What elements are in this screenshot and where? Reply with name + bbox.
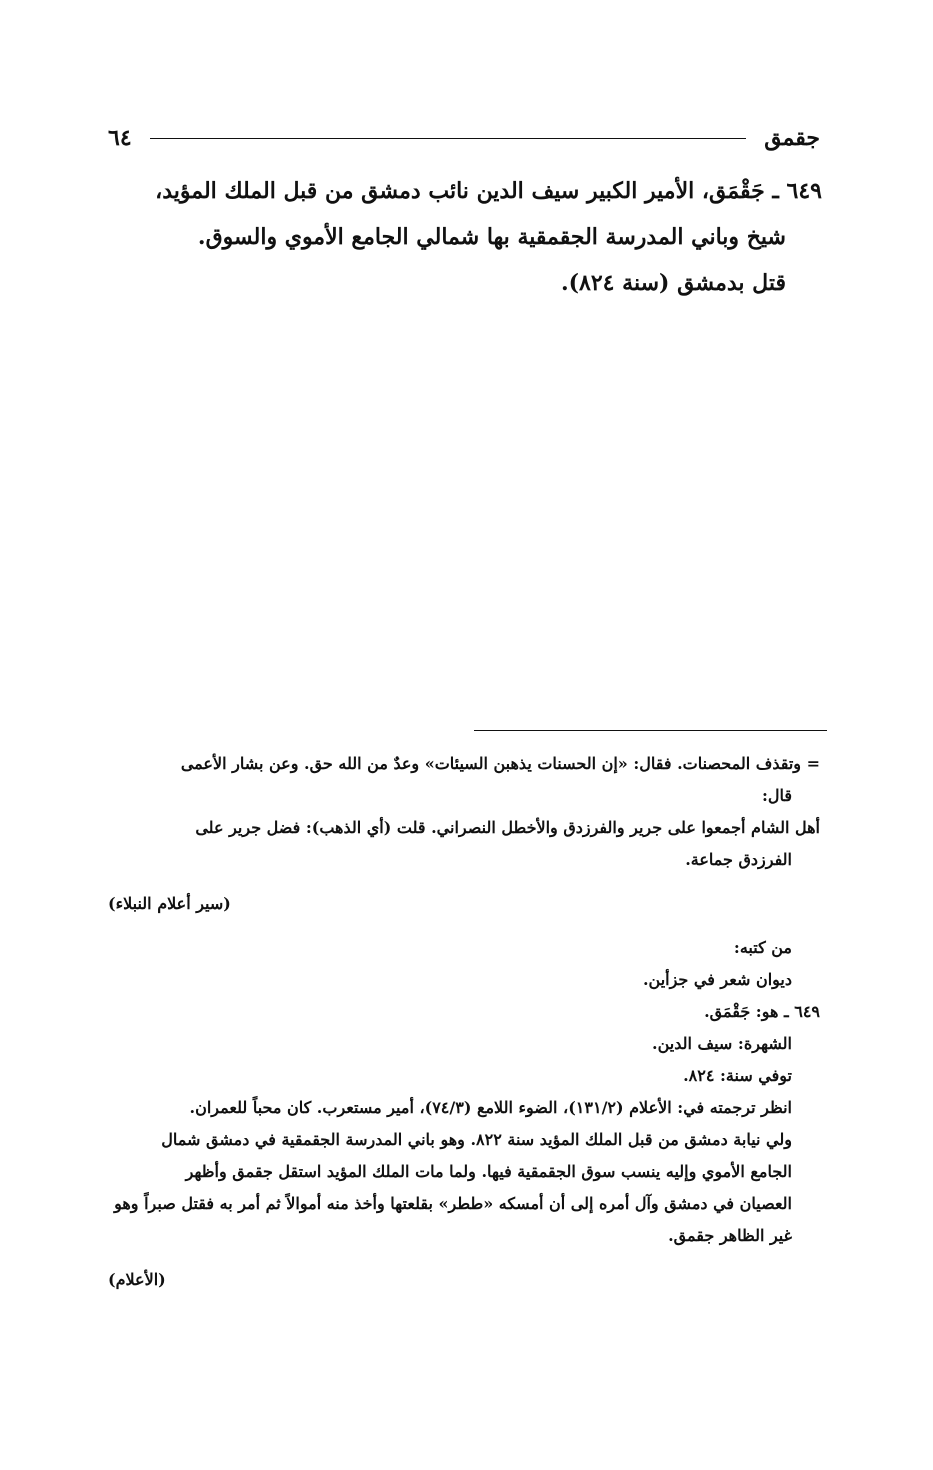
running-header [108,120,820,156]
footnotes [108,748,820,1296]
entry-line: شيخ وباني المدرسة الجقمقية بها شمالي الجامع الأموي والسوق. [197,224,786,250]
footnote-separator [474,730,827,731]
footnote-line: الفرزدق جماعة. [685,850,792,869]
spacer [108,1252,820,1264]
bio-line: انظر ترجمته في: الأعلام (١٣١/٢)، الضوء اللامع (٧٤/٣)، أمير مستعرب. كان محباً للعمران. [189,1098,792,1117]
source-citation: (سير أعلام النبلاء) [108,894,231,913]
main-entry [100,168,822,306]
header-word: جقمق [764,125,820,151]
entry-reference: ٦٤٩ ـ هو: جَقْمَق. [704,1002,820,1021]
footnote-line: من كتبه: [733,938,792,957]
footnote-line: قال: [761,786,792,805]
bio-line: الجامع الأموي وإليه ينسب سوق الجقمقية فيها. ولما مات الملك المؤيد استقل جقمق وأظهر [185,1162,792,1181]
source-citation: (الأعلام) [108,1270,166,1289]
entry-line: ٦٤٩ ـ جَقْمَق، الأمير الكبير سيف الدين نائب دمشق من قبل الملك المؤيد، [155,178,822,204]
bio-line: ولي نيابة دمشق من قبل الملك المؤيد سنة ٨٢٢. وهو باني المدرسة الجقمقية في دمشق شمال [161,1130,792,1149]
entry-line: قتل بدمشق (سنة ٨٢٤). [560,270,786,296]
header-rule [150,138,747,139]
page-number: ٦٤ [108,125,132,151]
footnote-line: أهل الشام أجمعوا على جرير والفرزدق والأخطل النصراني. قلت (أي الذهب): فضل جرير على [195,818,820,837]
footnote-line: ديوان شعر في جزأين. [642,970,792,989]
spacer [108,920,820,932]
spacer [108,876,820,888]
death-line: توفي سنة: ٨٢٤. [683,1066,792,1085]
footnote-line: = وتقذف المحصنات. فقال: «إن الحسنات يذهبن السيئات» وعدٌ من الله حق. وعن بشار الأعمى [180,754,820,773]
fame-line: الشهرة: سيف الدين. [652,1034,792,1053]
bio-line: العصيان في دمشق وآل أمره إلى أن أمسكه «ططر» بقلعتها وأخذ منه أموالاً ثم أمر به فقتل صبراً وهو [114,1194,792,1213]
bio-line: غير الظاهر جقمق. [668,1226,792,1245]
